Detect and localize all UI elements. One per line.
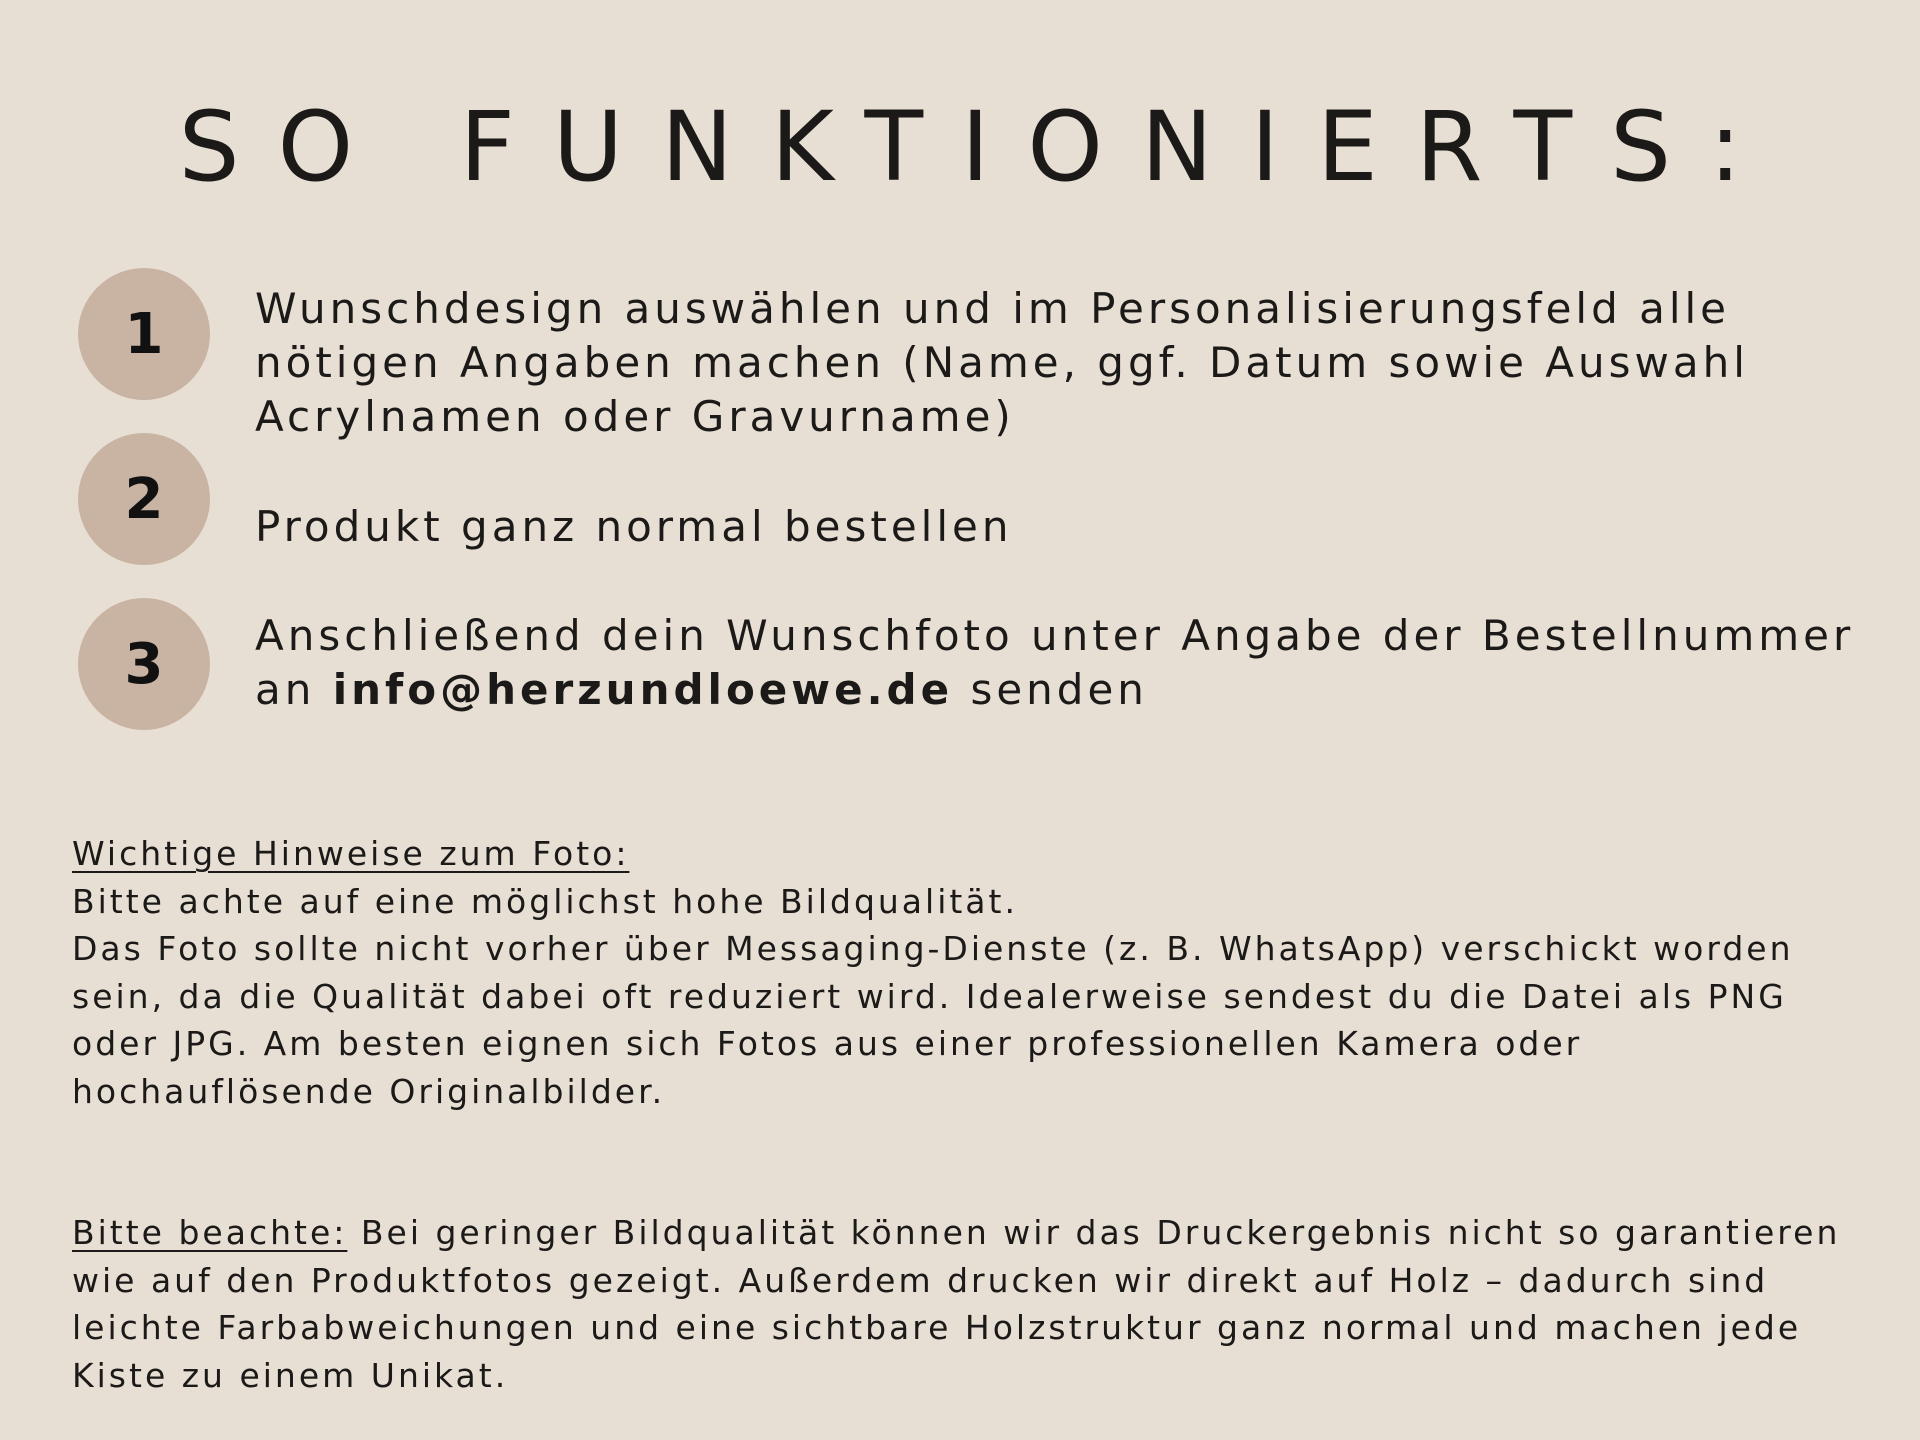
photo-notes-line-1: Bitte achte auf eine möglichst hohe Bildqualität. — [72, 881, 1018, 921]
step-2-badge: 2 — [78, 433, 210, 565]
notice-heading: Bitte beachte: — [72, 1213, 348, 1252]
photo-notes — [72, 830, 1862, 1115]
notice-block — [72, 1209, 1862, 1399]
notice-text: Bei geringer Bildqualität können wir das Druckergebnis nicht so garantieren wie auf den Produktfotos gezeigt. Außerdem drucken wir direkt auf Holz – dadurch sind leichte Farbabweichungen und eine sichtbare Holzstruktur ganz normal und machen jede Kiste zu einem Unikat. — [72, 1213, 1841, 1395]
step-1-text: Wunschdesign auswählen und im Personalisierungsfeld alle nötigen Angaben machen (Name, ggf. Datum sowie Auswahl Acrylnamen oder Gravurname) — [255, 284, 1749, 441]
photo-notes-heading: Wichtige Hinweise zum Foto: — [72, 834, 630, 873]
step-3-text-after: senden — [970, 665, 1148, 714]
photo-notes-line-2: Das Foto sollte nicht vorher über Messaging-Dienste (z. B. WhatsApp) verschickt worden sein, da die Qualität dabei oft reduziert wird. Idealerweise sendest du die Datei als PNG oder JPG. Am besten eignen sich Fotos aus einer professionellen Kamera oder hochauflösende Originalbilder. — [72, 929, 1794, 1111]
page-title: SO FUNKTIONIERTS: — [178, 91, 1780, 203]
step-3-text — [255, 609, 1875, 717]
step-2-text: Produkt ganz normal bestellen — [255, 502, 1013, 551]
contact-email: info@herzundloewe.de — [332, 665, 954, 714]
step-3-badge: 3 — [78, 598, 210, 730]
step-1-badge: 1 — [78, 268, 210, 400]
step-3-text-before: Anschließend dein Wunschfoto unter Angabe der Bestellnummer an — [255, 611, 1855, 714]
